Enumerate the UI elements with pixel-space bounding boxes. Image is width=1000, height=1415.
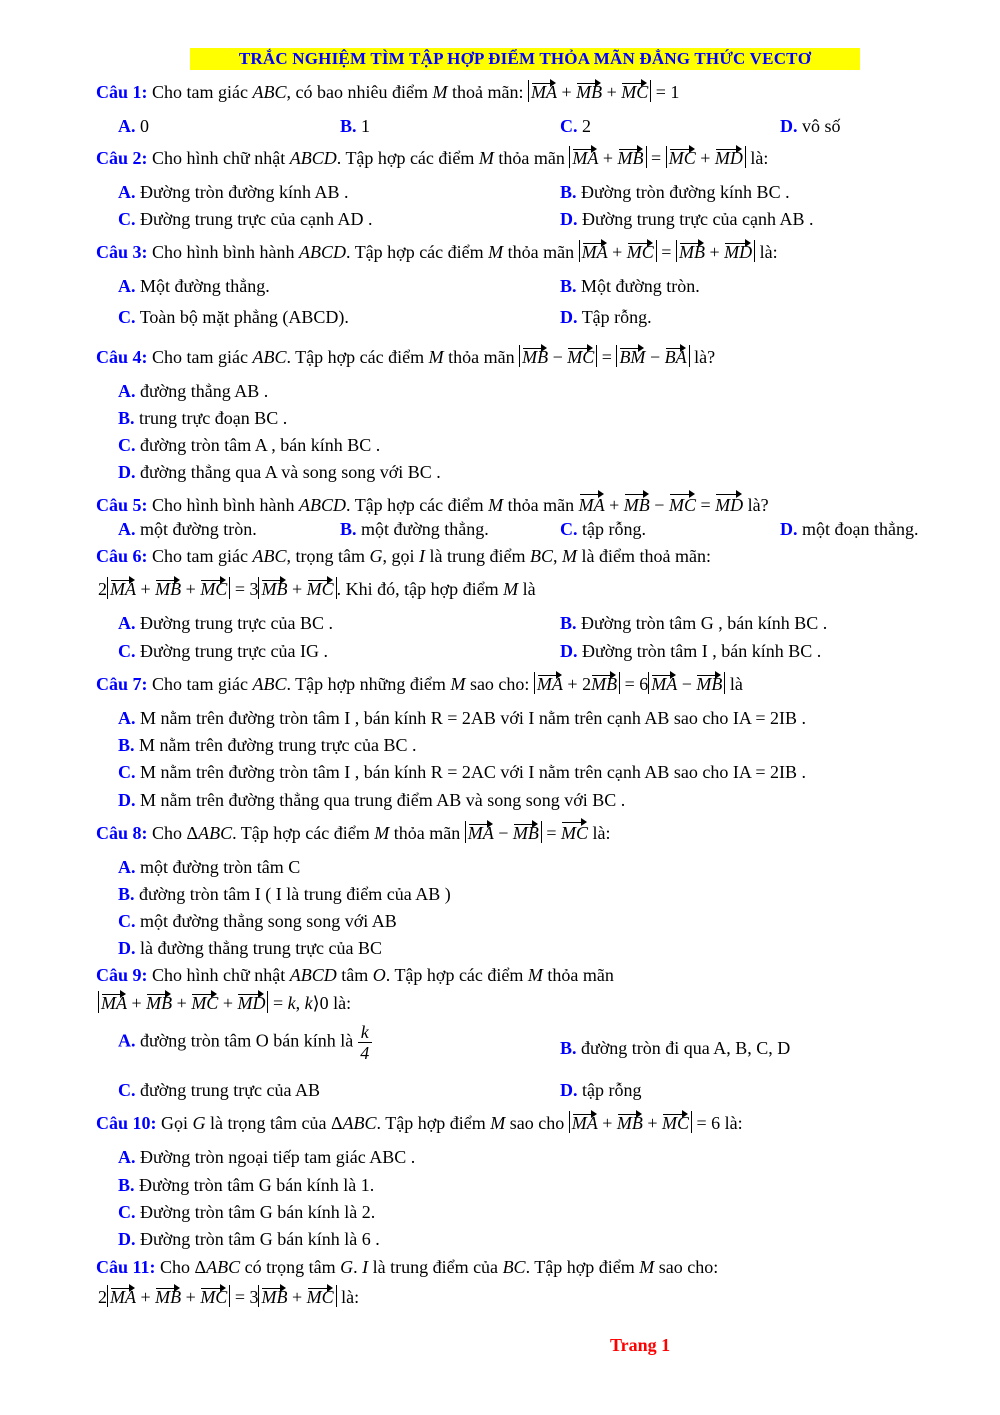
option-8c[interactable]: C. một đường thẳng song song với AB	[118, 911, 397, 931]
question-1	[96, 80, 679, 104]
option-6a[interactable]: A. Đường trung trực của BC .	[118, 613, 333, 633]
option-9b[interactable]: B. đường tròn đi qua A, B, C, D	[560, 1038, 791, 1058]
option-4a[interactable]: A. đường thẳng AB .	[118, 381, 269, 401]
page-title: TRẮC NGHIỆM TÌM TẬP HỢP ĐIỂM THỎA MÃN ĐẲNG THỨC VECTƠ	[190, 48, 860, 70]
option-8a[interactable]: A. một đường tròn tâm C	[118, 857, 301, 877]
option-9d[interactable]: D. tập rỗng	[560, 1080, 642, 1100]
option-2a[interactable]: A. Đường tròn đường kính AB .	[118, 182, 349, 202]
option-1b[interactable]: B. 1	[340, 116, 371, 136]
option-1c[interactable]: C. 2	[560, 116, 591, 136]
option-4b[interactable]: B. trung trực đoạn BC .	[118, 408, 288, 428]
option-4d[interactable]: D. đường thẳng qua A và song song với BC .	[118, 462, 441, 482]
option-10a[interactable]: A. Đường tròn ngoại tiếp tam giác ABC .	[118, 1147, 416, 1167]
option-3d[interactable]: D. Tập rỗng.	[560, 307, 652, 327]
question-5: Câu 5: Cho hình bình hành ABCD. Tập hợp các điểm M thỏa mãn MA + MB − MC = MD là?	[96, 495, 769, 515]
option-3c[interactable]: C. Toàn bộ mặt phẳng (ABCD).	[118, 307, 349, 327]
option-5d[interactable]: D. một đoạn thẳng.	[780, 519, 919, 539]
option-7c[interactable]: C. M nằm trên đường tròn tâm I , bán kính R = 2AC với I nằm trên cạnh AB sao cho IA = 2IB .	[118, 762, 806, 782]
option-7b[interactable]: B. M nằm trên đường trung trực của BC .	[118, 735, 417, 755]
option-10b[interactable]: B. Đường tròn tâm G bán kính là 1.	[118, 1175, 375, 1195]
option-1a[interactable]: A. 0	[118, 116, 149, 136]
option-9c[interactable]: C. đường trung trực của AB	[118, 1080, 320, 1100]
option-6b[interactable]: B. Đường tròn tâm G , bán kính BC .	[560, 613, 828, 633]
question-text: Cho tam giác ABC, có bao nhiêu điểm M thoả mãn: MA + MB + MC = 1	[152, 82, 680, 102]
option-10c[interactable]: C. Đường tròn tâm G bán kính là 2.	[118, 1202, 376, 1222]
option-1d[interactable]: D. vô số	[780, 116, 841, 136]
question-2: Câu 2: Cho hình chữ nhật ABCD. Tập hợp các điểm M thỏa mãn MA + MB = MC + MD là:	[96, 148, 769, 168]
option-8d[interactable]: D. là đường thẳng trung trực của BC	[118, 938, 382, 958]
question-4: Câu 4: Cho tam giác ABC. Tập hợp các điểm M thỏa mãn MB − MC = BM − BA là?	[96, 347, 716, 367]
option-7a[interactable]: A. M nằm trên đường tròn tâm I , bán kính R = 2AB với I nằm trên cạnh AB sao cho IA = 2IB .	[118, 708, 806, 728]
option-9a[interactable]: A. đường tròn tâm O bán kính là $\frac{k}{4}$	[118, 1022, 372, 1063]
option-7d[interactable]: D. M nằm trên đường thẳng qua trung điểm AB và song song với BC .	[118, 790, 626, 810]
option-3b[interactable]: B. Một đường tròn.	[560, 276, 700, 296]
question-10: Câu 10: Gọi G là trọng tâm của ΔABC. Tập hợp điểm M sao cho MA + MB + MC = 6 là:	[96, 1113, 743, 1133]
question-7: Câu 7: Cho tam giác ABC. Tập hợp những điểm M sao cho: MA + 2MB = 6 MA − MB là	[96, 674, 743, 694]
option-2c[interactable]: C. Đường trung trực của cạnh AD .	[118, 209, 373, 229]
question-6: Câu 6: Cho tam giác ABC, trọng tâm G, gọi I là trung điểm BC, M là điểm thoả mãn:	[96, 546, 711, 566]
option-5c[interactable]: C. tập rỗng.	[560, 519, 646, 539]
question-9: Câu 9: Cho hình chữ nhật ABCD tâm O. Tập hợp các điểm M thỏa mãn	[96, 965, 614, 985]
option-2b[interactable]: B. Đường tròn đường kính BC .	[560, 182, 790, 202]
option-4c[interactable]: C. đường tròn tâm A , bán kính BC .	[118, 435, 381, 455]
option-6c[interactable]: C. Đường trung trực của IG .	[118, 641, 328, 661]
question-8: Câu 8: Cho ΔABC. Tập hợp các điểm M thỏa mãn MA − MB = MC là:	[96, 823, 611, 843]
question-11: Câu 11: Cho ΔABC có trọng tâm G. I là trung điểm của BC. Tập hợp điểm M sao cho:	[96, 1257, 719, 1277]
question-11-line2: 2 MA + MB + MC = 3 MB + MC là:	[98, 1287, 360, 1307]
fraction-k-over-4: $\frac{k}{4}$	[358, 1022, 372, 1063]
question-3: Câu 3: Cho hình bình hành ABCD. Tập hợp các điểm M thỏa mãn MA + MC = MB + MD là:	[96, 242, 778, 262]
question-9-line2: MA + MB + MC + MD = k, k⟩0 là:	[98, 991, 351, 1015]
option-6d[interactable]: D. Đường tròn tâm I , bán kính BC .	[560, 641, 822, 661]
option-2d[interactable]: D. Đường trung trực của cạnh AB .	[560, 209, 814, 229]
page-number: Trang 1	[610, 1335, 671, 1355]
question-6-line2: 2 MA + MB + MC = 3 MB + MC . Khi đó, tập hợp điểm M là	[98, 579, 536, 599]
option-8b[interactable]: B. đường tròn tâm I ( I là trung điểm của AB )	[118, 884, 451, 904]
question-label: Câu 1:	[96, 82, 148, 102]
option-10d[interactable]: D. Đường tròn tâm G bán kính là 6 .	[118, 1229, 380, 1249]
option-5b[interactable]: B. một đường thẳng.	[340, 519, 489, 539]
option-5a[interactable]: A. một đường tròn.	[118, 519, 257, 539]
option-3a[interactable]: A. Một đường thẳng.	[118, 276, 270, 296]
